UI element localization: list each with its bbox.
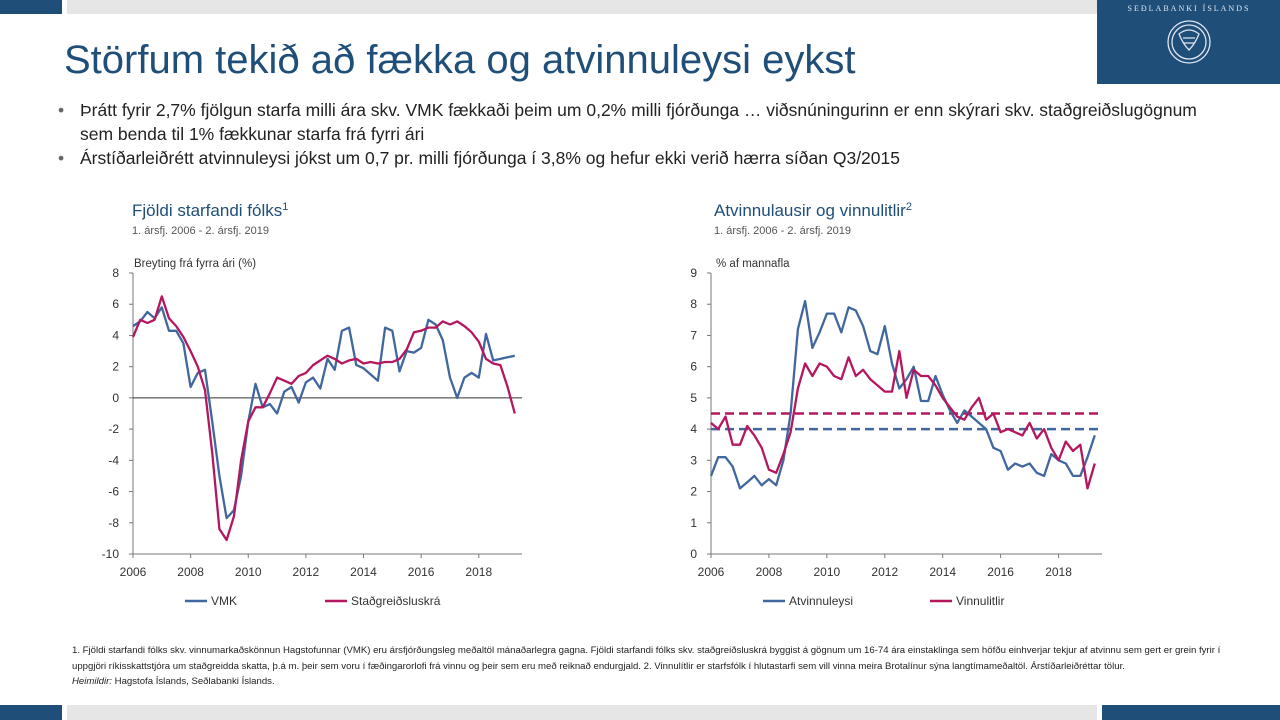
x-tick-label: 2018 [465, 565, 493, 579]
series-line [133, 296, 515, 540]
x-tick-label: 2014 [350, 565, 377, 579]
y-tick-label: -10 [101, 547, 119, 561]
x-tick-label: 2016 [407, 565, 435, 579]
x-tick-label: 2018 [1045, 565, 1072, 579]
x-tick-label: 2012 [292, 565, 320, 579]
chart-title: Fjöldi starfandi fólks$^1$ [132, 201, 289, 220]
y-tick-label: -6 [108, 484, 119, 499]
y-tick-label: 0 [112, 390, 119, 405]
chart-subtitle: 1. ársfj. 2006 - 2. ársfj. 2019 [132, 225, 269, 237]
bottom-bar-accent [0, 705, 62, 720]
logo-text: SEÐLABANKI ÍSLANDS [1127, 4, 1251, 13]
series-line [711, 301, 1095, 488]
y-tick-label: -2 [108, 422, 119, 437]
slide-title: Störfum tekið að fækka og atvinnuleysi eykst [64, 38, 856, 82]
series-line [711, 351, 1095, 488]
x-tick-label: 2014 [929, 565, 957, 579]
y-tick-label: -4 [108, 453, 119, 468]
chart-title-footnote-mark: 2 [905, 201, 912, 213]
bottom-bar [67, 705, 1097, 720]
y-tick-label: 0 [690, 547, 697, 561]
y-tick-label: 7 [690, 328, 697, 343]
y-axis-label: % af mannafla [716, 258, 790, 270]
x-tick-label: 2012 [871, 565, 899, 579]
footnote-text: 1. Fjöldi starfandi fólks skv. vinnumarkaðskönnun Hagstofunnar (VMK) eru ársfjórðungsleg meðaltöl mánaðarlegra gagna. Fjöldi starfandi fólks skv. staðgreiðsluskrá byggist á gögnum um 16-74 ára einstaklinga sem höfðu einhverjar tekjur af atvinnu sem gert er grein fyrir í uppgjöri ríkisskattstjóra um staðgreidda skatta, þ.á m. þeir sem voru í fæðingarorlofi frá vinnu og þeir sem eru með reiknað endurgjald. 2. Vinnulítlir er starfsfólk í hlutastarfi sem vill vinna meira Brotalínur sýna langtímameðaltöl. Árstíðarleiðréttar tölur. [72, 645, 1221, 672]
chart-title: Atvinnulausir og vinnulitlir$^2$ [714, 201, 912, 220]
y-tick-label: 8 [112, 266, 119, 280]
y-tick-label: 2 [112, 359, 119, 374]
bullet-text: Þrátt fyrir 2,7% fjölgun starfa milli ára skv. VMK fækkaði þeim um 0,2% milli fjórðunga … viðsnúningurinn er enn skýrari skv. staðgreiðslugögnum sem benda til 1% fækkunar starfa frá fyrri ári [80, 100, 1197, 144]
chart-2 [690, 201, 1102, 608]
x-tick-label: 2016 [987, 565, 1014, 579]
x-tick-label: 2008 [755, 565, 783, 579]
y-axis-label: Breyting frá fyrra ári (%) [134, 258, 257, 270]
x-tick-label: 2010 [813, 565, 841, 579]
sources-text: Hagstofa Íslands, Seðlabanki Íslands. [114, 676, 275, 687]
chart-1 [102, 201, 522, 608]
y-tick-label: 4 [112, 328, 119, 343]
y-tick-label: 9 [690, 266, 697, 280]
y-tick-label: 4 [690, 422, 697, 437]
series-line [133, 307, 515, 518]
y-tick-label: -8 [108, 515, 119, 530]
x-tick-label: 2008 [177, 565, 204, 579]
legend-entry: Vinnulitlir [956, 594, 1005, 608]
y-tick-label: 5 [690, 390, 697, 405]
y-tick-label: 8 [690, 297, 697, 312]
bullet-symbol: • [58, 100, 65, 120]
bullet-text: Árstíðarleiðrétt atvinnuleysi jókst um 0,7 pr. milli fjórðunga í 3,8% og hefur ekki verið hærra síðan Q3/2015 [80, 148, 900, 168]
legend-entry: Atvinnuleysi [789, 594, 854, 608]
chart-title-footnote-mark: 1 [282, 201, 289, 213]
y-tick-label: 2 [690, 484, 697, 499]
x-tick-label: 2010 [234, 565, 262, 579]
x-tick-label: 2006 [697, 565, 725, 579]
sources-label: Heimildir: [72, 676, 112, 687]
footnote [72, 643, 1222, 690]
bullet-symbol: • [58, 148, 65, 168]
chart-subtitle: 1. ársfj. 2006 - 2. ársfj. 2019 [714, 225, 851, 237]
x-tick-label: 2006 [119, 565, 147, 579]
y-tick-label: 1 [690, 515, 697, 530]
y-tick-label: 3 [690, 453, 697, 468]
legend-entry: Staðgreiðsluskrá [351, 594, 441, 608]
y-tick-label: 6 [112, 297, 119, 312]
bottom-bar-accent-right [1102, 705, 1280, 720]
y-tick-label: 6 [690, 359, 697, 374]
legend-entry: VMK [211, 594, 238, 608]
